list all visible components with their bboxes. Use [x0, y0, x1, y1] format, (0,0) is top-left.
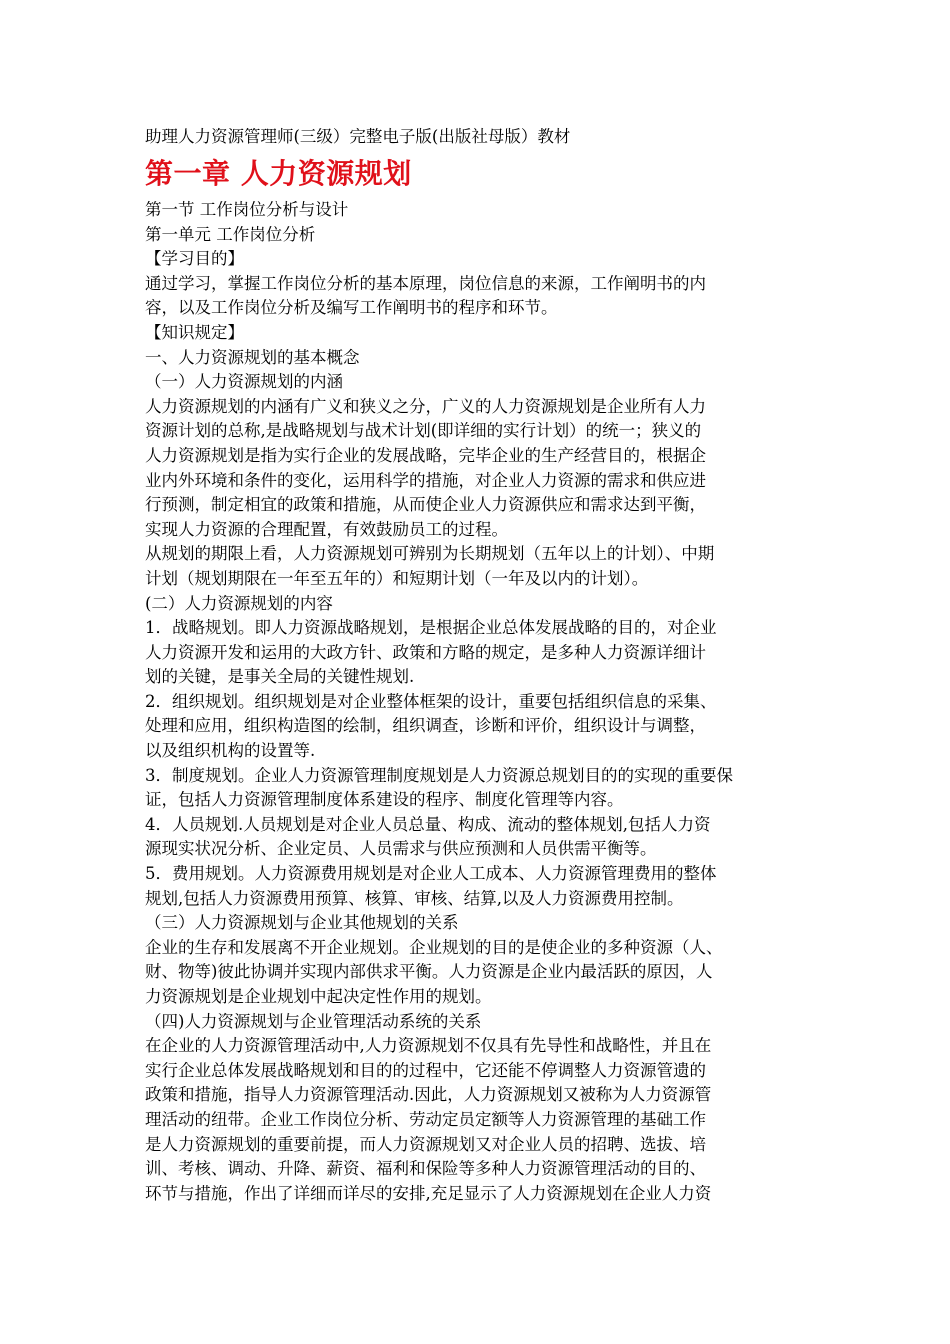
- document-title: 助理人力资源管理师(三级）完整电子版(出版社母版）教材: [145, 127, 571, 146]
- text-line: 资源计划的总称,是战略规划与战术计划(即详细的实行计划）的统一；狭义的: [145, 421, 702, 441]
- document-body: [145, 124, 810, 1206]
- text-line: 通过学习，掌握工作岗位分析的基本原理，岗位信息的来源，工作阐明书的内: [145, 273, 706, 293]
- text-line: 理活动的纽带。企业工作岗位分析、劳动定员定额等人力资源管理的基础工作: [145, 1109, 706, 1129]
- text-line: 计划（规划期限在一年至五年的）和短期计划（一年及以内的计划）。: [145, 568, 649, 588]
- text-line: （四)人力资源规划与企业管理活动系统的关系: [145, 1011, 482, 1031]
- text-line: 业内外环境和条件的变化，运用科学的措施，对企业人力资源的需求和供应进: [145, 470, 706, 490]
- text-line: 1．战略规划。即人力资源战略规划，是根据企业总体发展战略的目的，对企业: [145, 618, 717, 638]
- text-line: 源现实状况分析、企业定员、人员需求与供应预测和人员供需平衡等。: [145, 839, 657, 859]
- text-line: 一、人力资源规划的基本概念: [145, 347, 360, 367]
- body-text: [145, 198, 810, 1206]
- text-line: 企业的生存和发展离不开企业规划。企业规划的目的是使企业的多种资源（人、: [145, 937, 723, 957]
- text-line: 规划,包括人力资源费用预算、核算、审核、结算,以及人力资源费用控制。: [145, 888, 684, 908]
- text-line: 5．费用规划。人力资源费用规划是对企业人工成本、人力资源管理费用的整体: [145, 864, 717, 884]
- text-line: 行预测，制定相宜的政策和措施，从而使企业人力资源供应和需求达到平衡，: [145, 495, 706, 515]
- text-line: 以及组织机构的设置等.: [145, 741, 316, 761]
- text-line: 4．人员规划.人员规划是对企业人员总量、构成、流动的整体规划,包括人力资: [145, 814, 711, 834]
- text-line: 实行企业总体发展战略规划和目的的过程中，它还能不停调整人力资源管遗的: [145, 1060, 706, 1080]
- text-line: 训、考核、调动、升降、薪资、福利和保险等多种人力资源管理活动的目的、: [145, 1159, 706, 1179]
- text-line: 划的关键，是事关全局的关键性规划.: [145, 667, 415, 687]
- chapter-title: 第一章 人力资源规划: [145, 157, 412, 190]
- text-line: 力资源规划是企业规划中起决定性作用的规划。: [145, 987, 492, 1006]
- text-line: 在企业的人力资源管理活动中,人力资源规划不仅具有先导性和战略性，并且在: [145, 1036, 712, 1056]
- text-line: 人力资源规划的内涵有广义和狭义之分，广义的人力资源规划是企业所有人力: [145, 396, 706, 416]
- text-line: 财、物等)彼此协调并实现内部供求平衡。人力资源是企业内最活跃的原因，人: [145, 962, 713, 982]
- text-line: 处理和应用，组织构造图的绘制，组织调查，诊断和评价，组织设计与调整，: [145, 716, 706, 736]
- text-line: 证，包括人力资源管理制度体系建设的程序、制度化管理等内容。: [145, 790, 624, 810]
- text-line: 第一单元 工作岗位分析: [145, 224, 316, 244]
- text-line: 2．组织规划。组织规划是对企业整体框架的设计，重要包括组织信息的采集、: [145, 691, 717, 711]
- text-line: 人力资源规划是指为实行企业的发展战略，完毕企业的生产经营目的，根据企: [145, 445, 706, 465]
- text-line: 【知识规定】: [145, 322, 244, 342]
- text-line: 人力资源开发和运用的大政方针、政策和方略的规定，是多种人力资源详细计: [145, 642, 706, 662]
- text-line: 3．制度规划。企业人力资源管理制度规划是人力资源总规划目的的实现的重要保: [145, 765, 733, 785]
- text-line: 容，以及工作岗位分析及编写工作阐明书的程序和环节。: [145, 298, 558, 318]
- text-line: 是人力资源规划的重要前提，而人力资源规划又对企业人员的招聘、选拔、培: [145, 1134, 706, 1154]
- text-line: 从规划的期限上看，人力资源规划可辨别为长期规划（五年以上的计划）、中期: [145, 544, 715, 564]
- text-line: 第一节 工作岗位分析与设计: [145, 200, 349, 219]
- text-line: (二）人力资源规划的内容: [145, 593, 333, 613]
- text-line: （一）人力资源规划的内涵: [145, 372, 343, 392]
- text-line: （三）人力资源规划与企业其他规划的关系: [145, 913, 459, 933]
- text-line: 政策和措施，指导人力资源管理活动.因此，人力资源规划又被称为人力资源管: [145, 1085, 712, 1105]
- text-line: 【学习目的】: [145, 249, 244, 269]
- text-line: 实现人力资源的合理配置，有效鼓励员工的过程。: [145, 519, 508, 539]
- text-line: 环节与措施，作出了详细而详尽的安排,充足显示了人力资源规划在企业人力资: [145, 1183, 712, 1203]
